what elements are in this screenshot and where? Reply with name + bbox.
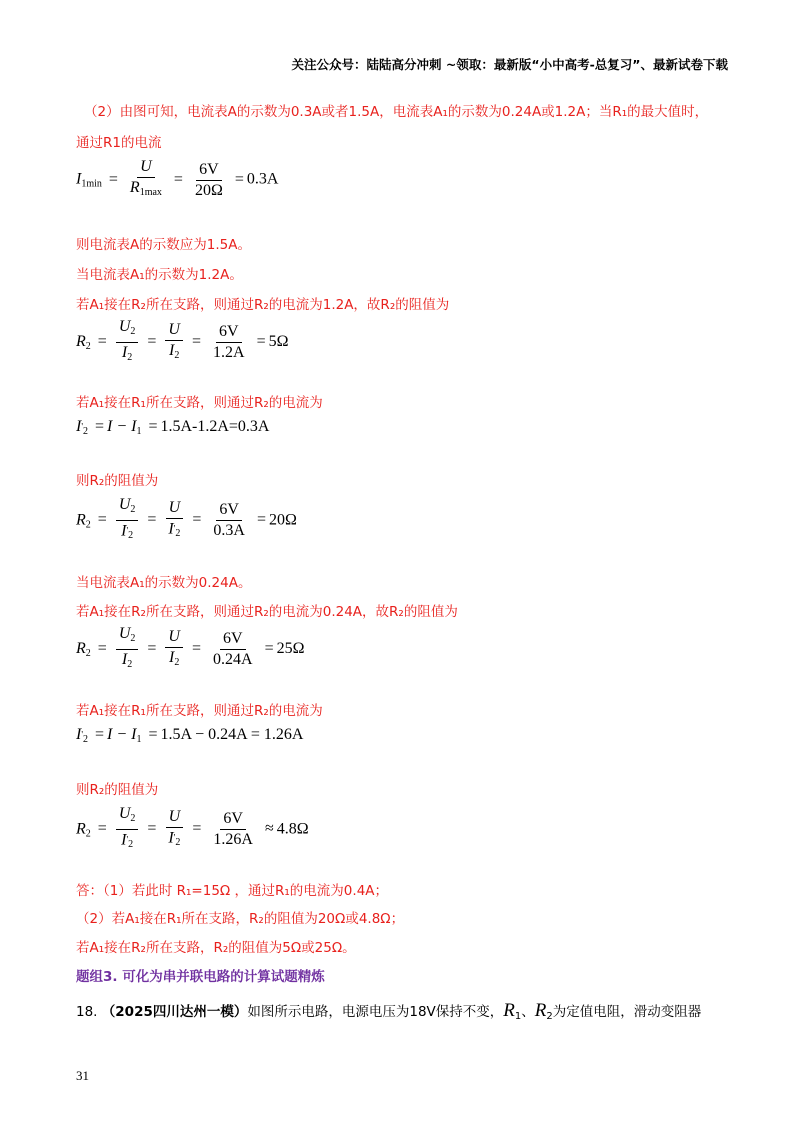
- eq-den-2: I: [168, 828, 174, 846]
- solution-line-9: 若A₁接在R₂所在支路，则通过R₂的电流为0.24A，故R₂的阻值为: [76, 604, 458, 620]
- eq-frac: [116, 318, 139, 367]
- eq-frac-2: [165, 321, 183, 365]
- eq-lhs-sub: 2: [82, 426, 88, 437]
- page-header: 关注公众号：陆陆高分冲刺 ~领取：最新版“小中高考-总复习”、最新试卷下载: [291, 57, 728, 72]
- solution-line-10: 若A₁接在R₁所在支路，则通过R₂的电流为: [76, 703, 323, 719]
- eq-num-value: 6V: [220, 810, 246, 830]
- eq-den-2-sub: 2: [175, 836, 181, 848]
- solution-line-8: 当电流表A₁的示数为0.24A。: [76, 575, 252, 591]
- eq-num: U: [118, 805, 131, 822]
- eq-den: I: [121, 651, 128, 668]
- eq-frac-values: [192, 161, 226, 200]
- eq-den-2-sub: 2: [174, 349, 180, 361]
- eq-rhs: I − I: [106, 726, 137, 743]
- r2-sub: 2: [546, 1011, 553, 1022]
- eq-lhs: I: [76, 170, 82, 188]
- eq-den-value: 0.3A: [213, 522, 245, 540]
- eq-lhs: R: [76, 333, 86, 351]
- solution-line-11: 则R₂的阻值为: [76, 782, 159, 798]
- eq-den-2: I: [169, 648, 175, 666]
- eq-lhs: R: [76, 511, 86, 529]
- r2-symbol: R: [534, 1000, 547, 1021]
- equation-r2-4: $R_2$ = $\frac{U_2}{I_{'2}}$ = $\frac{U}{I_{'2}}$ = $\frac{6V}{1.26A}$ ≈ 4.8Ω: [76, 805, 309, 854]
- section-title: 题组3. 可化为串并联电路的计算试题精炼: [76, 969, 325, 985]
- eq-lhs-sub: 2: [82, 734, 88, 745]
- equation-i2-2: $I_{'2} = I - I_1 = 1.5A - 0.24A = 1.26A$: [76, 726, 304, 745]
- eq-den-value: 1.26A: [213, 831, 253, 849]
- eq-num: U: [118, 496, 131, 513]
- eq-frac: [127, 158, 165, 202]
- eq-den-sub: 2: [128, 530, 134, 542]
- eq-relation: ≈: [264, 820, 274, 838]
- eq-num-value: 6V: [216, 323, 242, 343]
- eq-result: 0.3A: [246, 170, 279, 188]
- eq-den-2-sub: 2: [175, 527, 181, 539]
- eq-frac: $\frac{U_2}{I_{'2}}$: [116, 496, 139, 545]
- question-number: 18.: [76, 1004, 98, 1020]
- r1-sub: 1: [514, 1011, 522, 1022]
- eq-den-sub: 2: [127, 659, 133, 670]
- eq-num-sub: 2: [130, 813, 136, 824]
- solution-line-6: 若A₁接在R₁所在支路，则通过R₂的电流为: [76, 395, 323, 411]
- eq-frac-2: $\frac{U}{I_{'2}}$: [165, 499, 183, 543]
- eq-num-2: U: [165, 321, 183, 341]
- question-text-1: 如图所示电路，电源电压为18V保持不变，: [247, 1004, 504, 1020]
- eq-num: U: [137, 158, 155, 178]
- eq-frac-values: [210, 810, 256, 849]
- eq-lhs: R: [76, 820, 86, 838]
- eq-num-sub: 2: [130, 326, 136, 337]
- eq-lhs-sub: 2: [85, 519, 91, 531]
- equation-r2-1: $R_2$ = $\frac{U_2}{I_2}$ = $\frac{U}{I_2}$ = $\frac{6V}{1.2A}$ = 5Ω: [76, 318, 288, 367]
- equation-r2-3: $R_2$ = $\frac{U_2}{I_2}$ = $\frac{U}{I_2}$ = $\frac{6V}{0.24A}$ = 25Ω: [76, 625, 304, 674]
- eq-num-value: 6V: [220, 630, 246, 650]
- answer-line-2: （2）若A₁接在R₁所在支路，R₂的阻值为20Ω或4.8Ω；: [76, 911, 405, 927]
- equation-i2-1: $I_{'2} = I - I_1 = 1.5A-1.2A=0.3A$: [76, 418, 270, 437]
- eq-den-2-sub: 2: [174, 656, 180, 668]
- eq-num-2: U: [166, 499, 184, 519]
- eq-den: I: [121, 344, 128, 361]
- equation-i1min: $I_{1min}$ = $\frac{U}{R_{1max}}$ = $\frac{6V}{20\Omega}$ = 0.3A: [76, 158, 278, 202]
- eq-num-2: U: [166, 808, 184, 828]
- eq-den-sub: 2: [127, 352, 133, 363]
- question-source: （2025四川达州一模）: [101, 1004, 248, 1020]
- question-18: [76, 1000, 701, 1022]
- eq-den: I: [121, 831, 127, 849]
- eq-frac: [116, 625, 139, 674]
- eq-result: 20Ω: [268, 511, 297, 529]
- solution-line-7: 则R₂的阻值为: [76, 473, 159, 489]
- eq-rhs-sub: 1: [136, 734, 142, 745]
- eq-frac-values: [210, 501, 248, 540]
- eq-lhs: I: [76, 726, 82, 743]
- solution-line-4: 当电流表A₁的示数为1.2A。: [76, 267, 243, 283]
- eq-result: 4.8Ω: [276, 820, 309, 838]
- eq-result: 1.5A-1.2A=0.3A: [160, 418, 270, 435]
- eq-num-2: U: [165, 628, 183, 648]
- page-number: 31: [76, 1068, 89, 1083]
- eq-result: 1.5A − 0.24A = 1.26A: [160, 726, 304, 743]
- eq-den-sub: 1max: [139, 187, 162, 198]
- eq-num: U: [118, 318, 131, 335]
- eq-den-value: 20Ω: [194, 181, 223, 199]
- eq-num-value: 6V: [216, 501, 242, 521]
- eq-den-sub: 2: [128, 839, 134, 851]
- question-text-2: 为定值电阻，滑动变阻器: [552, 1004, 702, 1020]
- answer-line-3: 若A₁接在R₂所在支路，R₂的阻值为5Ω或25Ω。: [76, 940, 356, 956]
- solution-line-1: （2）由图可知，电流表A的示数为0.3A或者1.5A，电流表A₁的示数为0.24A或1.2A；当R₁的最大值时，: [84, 104, 709, 120]
- eq-frac-2: $\frac{U}{I_{'2}}$: [165, 808, 183, 852]
- eq-den: I: [121, 522, 127, 540]
- eq-lhs-sub: 2: [85, 828, 91, 840]
- solution-line-2: 通过R1的电流: [76, 135, 162, 151]
- eq-den-2: I: [168, 519, 174, 537]
- answer-line-1: 答：（1）若此时 R₁=15Ω ，通过R₁的电流为0.4A；: [76, 883, 389, 899]
- eq-result: 5Ω: [268, 333, 289, 351]
- equation-r2-2: $R_2$ = $\frac{U_2}{I_{'2}}$ = $\frac{U}{I_{'2}}$ = $\frac{6V}{0.3A}$ = 20Ω: [76, 496, 297, 545]
- eq-rhs: I − I: [106, 418, 137, 435]
- eq-num-sub: 2: [130, 633, 136, 644]
- eq-den: R: [129, 179, 140, 196]
- eq-num-sub: 2: [130, 504, 136, 515]
- eq-frac-values: [210, 323, 248, 362]
- eq-lhs-sub: 2: [85, 648, 91, 660]
- eq-num: U: [118, 625, 131, 642]
- separator: 、: [521, 1004, 535, 1020]
- eq-result: 25Ω: [276, 640, 305, 658]
- r1-symbol: R: [503, 1000, 515, 1021]
- eq-lhs-sub: 2: [85, 341, 91, 353]
- eq-rhs-sub: 1: [136, 426, 142, 437]
- eq-den-value: 1.2A: [213, 344, 245, 361]
- eq-lhs: I: [76, 418, 82, 435]
- eq-lhs: R: [76, 640, 86, 658]
- eq-lhs-sub: 1min: [81, 178, 102, 190]
- solution-line-3: 则电流表A的示数应为1.5A。: [76, 237, 251, 253]
- eq-den-2: I: [169, 341, 175, 359]
- eq-frac: $\frac{U_2}{I_{'2}}$: [116, 805, 139, 854]
- eq-frac-2: [165, 628, 183, 672]
- eq-den-value: 0.24A: [213, 651, 253, 668]
- solution-line-5: 若A₁接在R₂所在支路，则通过R₂的电流为1.2A，故R₂的阻值为: [76, 297, 450, 313]
- eq-frac-values: [210, 630, 256, 669]
- eq-num-value: 6V: [196, 161, 222, 181]
